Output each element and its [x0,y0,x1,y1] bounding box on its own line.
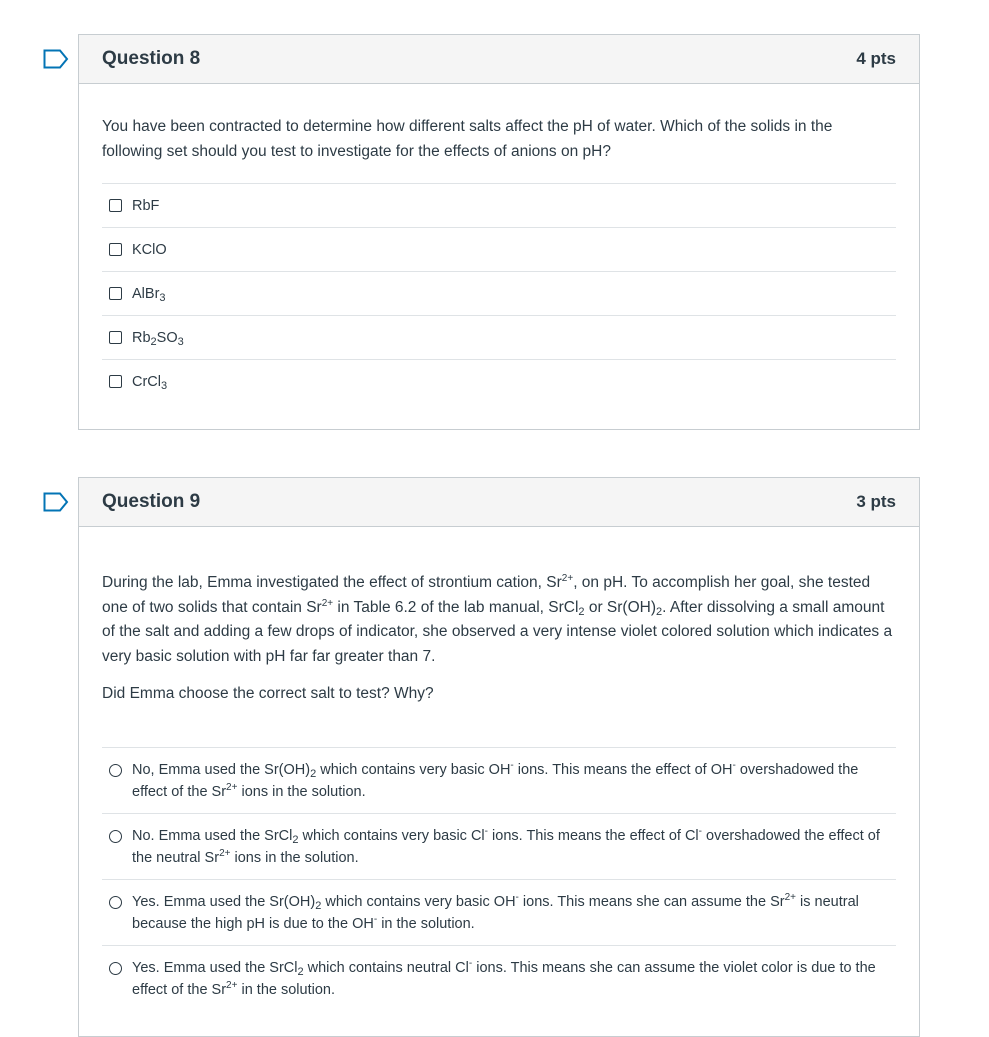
answer-option[interactable] [102,227,896,271]
answer-option[interactable] [102,315,896,359]
checkbox[interactable] [109,375,122,388]
question-title: Question 8 [102,48,201,69]
question-title: Question 9 [102,491,201,512]
answer-option[interactable] [102,879,896,945]
answer-label: RbF [132,197,160,214]
checkbox[interactable] [109,287,122,300]
answer-label: KClO [132,241,167,258]
answer-label: Yes. Emma used the SrCl$_2$ which contains neutral Cl- ions. This means she can assume the violet color is due to the effect of the $Sr^{2+}$ in the solution. [132,957,876,998]
answer-label: Yes. Emma used the $Sr(OH)_2$ which contains very basic OH- ions. This means she can assume the $Sr^{2+}$ is neutral because the high pH is due to the OH- in the solution. [132,891,859,932]
answer-label: AlBr$_3$ [132,285,166,304]
answer-option[interactable] [102,271,896,315]
question-points: 3 pts [856,492,896,511]
question-header [79,478,919,527]
answer-label: No, Emma used the $Sr(OH)_2$ which contains very basic OH- ions. This means the effect of OH- overshadowed the effect of the $Sr^{2+}$ ions in the solution. [132,759,859,800]
radio-button[interactable] [109,764,122,777]
answer-list [102,747,896,1011]
checkbox[interactable] [109,243,122,256]
answer-option[interactable] [102,813,896,879]
answer-option[interactable] [102,945,896,1011]
answer-list [102,183,896,403]
question-prompt: Did Emma choose the correct salt to test? Why? [102,685,434,702]
answer-label: CrCl$_3$ [132,373,168,392]
flag-question-icon[interactable] [43,49,69,69]
question-9-card [78,477,920,1037]
answer-option[interactable] [102,183,896,227]
checkbox[interactable] [109,199,122,212]
question-text: During the lab, Emma investigated the effect of strontium cation, $Sr^{2+}$, on pH. To accomplish her goal, she tested one of two solids that contain $Sr^{2+}$ in Table 6.2 of the lab manual, SrCl$_2$ or $Sr(OH)_2$. After dissolving a small amount of the salt and adding a few drops of indicator, she observed a very intense violet colored solution which indicates a very basic solution with pH far far greater than 7. [102,573,893,665]
question-8-card [78,34,920,430]
radio-button[interactable] [109,896,122,909]
answer-label: No. Emma used the SrCl$_2$ which contains very basic Cl- ions. This means the effect of Cl- overshadowed the effect of the neutral $Sr^{2+}$ ions in the solution. [132,825,880,866]
question-points: 4 pts [856,49,896,68]
answer-option[interactable] [102,747,896,813]
answer-label: $Rb_2SO_3$ [132,329,184,348]
radio-button[interactable] [109,830,122,843]
question-text: You have been contracted to determine how different salts affect the pH of water. Which of the solids in the following set should you test to investigate for the effects of anions on pH? [102,118,833,160]
radio-button[interactable] [109,962,122,975]
flag-question-icon[interactable] [43,492,69,512]
question-header [79,35,919,84]
answer-option[interactable] [102,359,896,403]
checkbox[interactable] [109,331,122,344]
